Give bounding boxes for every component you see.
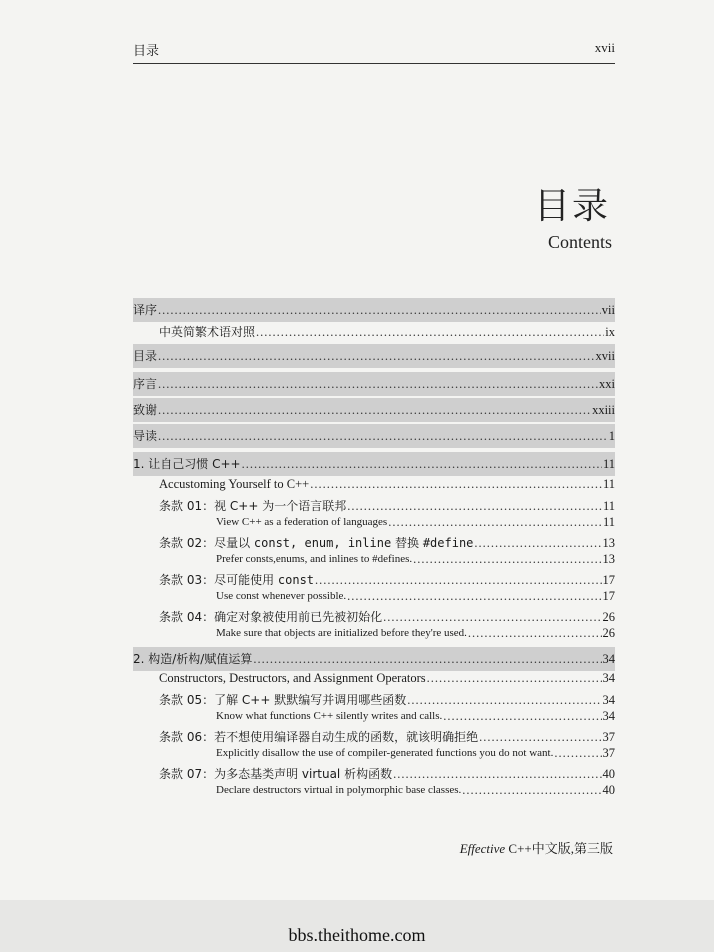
toc-entry-label: Make sure that objects are initialized before they're used.	[216, 627, 467, 639]
leader-dots	[554, 745, 601, 761]
toc-entry-label: Declare destructors virtual in polymorphic base classes.	[216, 784, 462, 796]
label-text: 条款 03：尽可能使用	[159, 573, 278, 587]
leader-dots	[158, 376, 598, 392]
site-watermark: bbs.theithome.com	[288, 925, 426, 945]
leader-dots	[158, 302, 601, 318]
toc-entry-page: 40	[602, 767, 615, 781]
toc-entry-item-03[interactable]	[159, 572, 615, 588]
toc-entry-page: 17	[602, 589, 615, 603]
toc-entry-chapter-1-en[interactable]	[159, 476, 615, 492]
toc-entry-label: 条款 07：为多态基类声明 virtual 析构函数	[159, 767, 393, 781]
toc-entry-page: 26	[602, 626, 615, 640]
toc-entry-page: 37	[602, 746, 615, 760]
toc-entry-page: xxiii	[592, 403, 615, 417]
running-head-page-number: xvii	[594, 40, 615, 55]
toc-entry-page: 40	[602, 783, 615, 797]
toc-entry-label: 条款 05：了解 C++ 默默编写并调用哪些函数	[159, 693, 407, 707]
toc-entry-label: 2. 构造/析构/赋值运算	[133, 652, 253, 666]
toc-entry-label: 导读	[133, 429, 158, 443]
toc-entry-label: 1. 让自己习惯 C++	[133, 457, 241, 471]
toc-entry-page: 11	[602, 515, 615, 529]
toc-entry-page: 11	[602, 457, 615, 471]
toc-entry-label: 条款 06：若不想使用编译器自动生成的函数，就该明确拒绝	[159, 730, 479, 744]
toc-entry-label: 条款 01：视 C++ 为一个语言联邦	[159, 499, 347, 513]
leader-dots	[315, 572, 601, 588]
leader-dots	[383, 609, 601, 625]
book-title-rest: C++中文版,第三版	[505, 841, 613, 856]
toc-entry-page: 34	[602, 671, 615, 685]
chapter-subtitle: Contents	[547, 232, 612, 252]
toc-entry-contents[interactable]	[133, 344, 615, 368]
toc-entry-item-04[interactable]	[159, 609, 615, 625]
toc-entry-page: 34	[602, 652, 615, 666]
toc-entry-item-03-en[interactable]	[216, 588, 615, 604]
label-code: const	[277, 573, 315, 587]
leader-dots	[242, 456, 602, 472]
leader-dots	[158, 348, 595, 364]
leader-dots	[347, 588, 601, 604]
leader-dots	[256, 324, 604, 340]
chapter-title: 目录	[533, 186, 610, 227]
toc-entry-chapter-1[interactable]	[133, 452, 615, 476]
leader-dots	[347, 498, 602, 514]
toc-entry-label	[159, 572, 314, 588]
leader-dots	[310, 476, 602, 492]
toc-entry-label: 中英简繁术语对照	[159, 325, 256, 339]
toc-entry-glossary[interactable]	[159, 324, 615, 340]
label-code: #define	[422, 536, 474, 550]
toc-entry-label: Prefer consts,enums, and inlines to #defines.	[216, 553, 413, 565]
toc-entry-item-05[interactable]	[159, 692, 615, 708]
toc-entry-page: xvii	[595, 349, 615, 363]
toc-entry-item-02-en[interactable]	[216, 551, 615, 567]
toc-entry-label: 致谢	[133, 403, 158, 417]
leader-dots	[253, 651, 601, 667]
toc-entry-acknowledgments[interactable]	[133, 398, 615, 422]
leader-dots	[462, 782, 601, 798]
running-head-left: 目录	[133, 44, 160, 59]
toc-entry-label: 序言	[133, 377, 158, 391]
toc-entry-page: 11	[602, 499, 615, 513]
toc-entry-label: Know what functions C++ silently writes and calls.	[216, 710, 443, 722]
toc-entry-page: ix	[605, 325, 615, 339]
toc-entry-label: Constructors, Destructors, and Assignment Operators	[159, 671, 426, 685]
leader-dots	[479, 729, 601, 745]
leader-dots	[393, 766, 601, 782]
leader-dots	[407, 692, 601, 708]
leader-dots	[413, 551, 601, 567]
toc-entry-foreword[interactable]	[133, 372, 615, 396]
leader-dots	[158, 402, 591, 418]
toc-entry-label: 译序	[133, 303, 158, 317]
label-code: const, enum, inline	[253, 536, 392, 550]
toc-entry-item-02[interactable]	[159, 535, 615, 551]
toc-entry-page: 13	[602, 552, 615, 566]
toc-entry-chapter-2[interactable]	[133, 647, 615, 671]
label-text: 条款 02：尽量以	[159, 536, 254, 550]
leader-dots	[468, 625, 602, 641]
toc-entry-item-07[interactable]	[159, 766, 615, 782]
leader-dots	[443, 708, 601, 724]
book-footer-title	[460, 838, 613, 857]
toc-entry-item-06[interactable]	[159, 729, 615, 745]
toc-entry-label	[159, 535, 473, 551]
toc-entry-item-05-en[interactable]	[216, 708, 615, 724]
toc-entry-page: xxi	[599, 377, 615, 391]
toc-entry-chapter-2-en[interactable]	[159, 670, 615, 686]
toc-entry-page: 13	[602, 536, 615, 550]
leader-dots	[474, 535, 601, 551]
toc-entry-page: 1	[608, 429, 615, 443]
toc-entry-page: 11	[602, 477, 615, 491]
toc-entry-page: vii	[601, 303, 615, 317]
toc-entry-label: View C++ as a federation of languages	[216, 516, 388, 528]
toc-entry-page: 26	[602, 610, 615, 624]
toc-entry-item-07-en[interactable]	[216, 782, 615, 798]
toc-entry-item-04-en[interactable]	[216, 625, 615, 641]
toc-entry-label: 条款 04：确定对象被使用前已先被初始化	[159, 610, 383, 624]
label-text: 替换	[391, 536, 423, 550]
toc-entry-label: Accustoming Yourself to C++	[159, 477, 310, 491]
toc-entry-page: 17	[602, 573, 615, 587]
toc-entry-item-06-en[interactable]	[216, 745, 615, 761]
toc-entry-item-01[interactable]	[159, 498, 615, 514]
toc-entry-label: Use const whenever possible.	[216, 590, 347, 602]
header-rule	[133, 63, 615, 64]
leader-dots	[158, 428, 608, 444]
toc-entry-item-01-en[interactable]	[216, 514, 615, 530]
toc-entry-page: 34	[602, 709, 615, 723]
toc-entry-label: Explicitly disallow the use of compiler-generated functions you do not want.	[216, 747, 554, 759]
leader-dots	[388, 514, 602, 530]
toc-entry-preface-translator[interactable]	[133, 298, 615, 322]
toc-entry-introduction[interactable]	[133, 424, 615, 448]
running-head	[133, 40, 615, 60]
toc-entry-label: 目录	[133, 349, 158, 363]
leader-dots	[427, 670, 602, 686]
book-title-italic: Effective	[459, 841, 506, 856]
toc-entry-page: 37	[602, 730, 615, 744]
toc-entry-page: 34	[602, 693, 615, 707]
